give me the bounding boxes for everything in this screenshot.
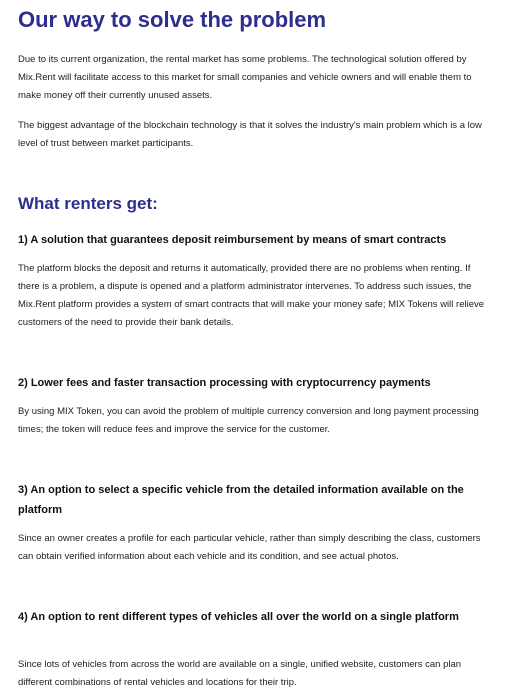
item-1-body: The platform blocks the deposit and returns it automatically, provided there are no problems when renting. If there is a problem, a dispute is opened and a platform administrator intervenes. To address such issues, the Mix.Rent platform provides a system of smart contracts that will make your money safe; MIX Tokens will relieve customers of the need to provide their bank details. xyxy=(18,263,485,328)
item-2-body: By using MIX Token, you can avoid the problem of multiple currency conversion and long payment processing times; the token will reduce fees and improve the service for the customer. xyxy=(18,406,479,435)
intro-paragraph-2: The biggest advantage of the blockchain technology is that it solves the industry's main problem which is a low level of trust between market participants. xyxy=(18,120,482,149)
item-3-heading: 3) An option to select a specific vehicle from the detailed information available on the platform xyxy=(18,484,464,516)
item-4-body: Since lots of vehicles from across the world are available on a single, unified website, customers can plan different combinations of rental vehicles and locations for their trip. xyxy=(18,659,462,688)
item-2-heading: 2) Lower fees and faster transaction processing with cryptocurrency payments xyxy=(18,377,431,389)
page-title: Our way to solve the problem xyxy=(18,7,327,32)
intro-paragraph-1: Due to its current organization, the rental market has some problems. The technological solution offered by Mix.Rent will facilitate access to this market for small companies and vehicle owners and will enable them to make money off their currently unused assets. xyxy=(18,54,472,101)
section-title-renters: What renters get: xyxy=(18,194,158,213)
item-3-body: Since an owner creates a profile for each particular vehicle, rather than simply describing the class, customers can obtain verified information about each vehicle and its condition, and see actual photos. xyxy=(18,533,481,562)
item-4-heading: 4) An option to rent different types of vehicles all over the world on a single platform xyxy=(18,611,459,623)
item-1-heading: 1) A solution that guarantees deposit reimbursement by means of smart contracts xyxy=(18,234,447,246)
